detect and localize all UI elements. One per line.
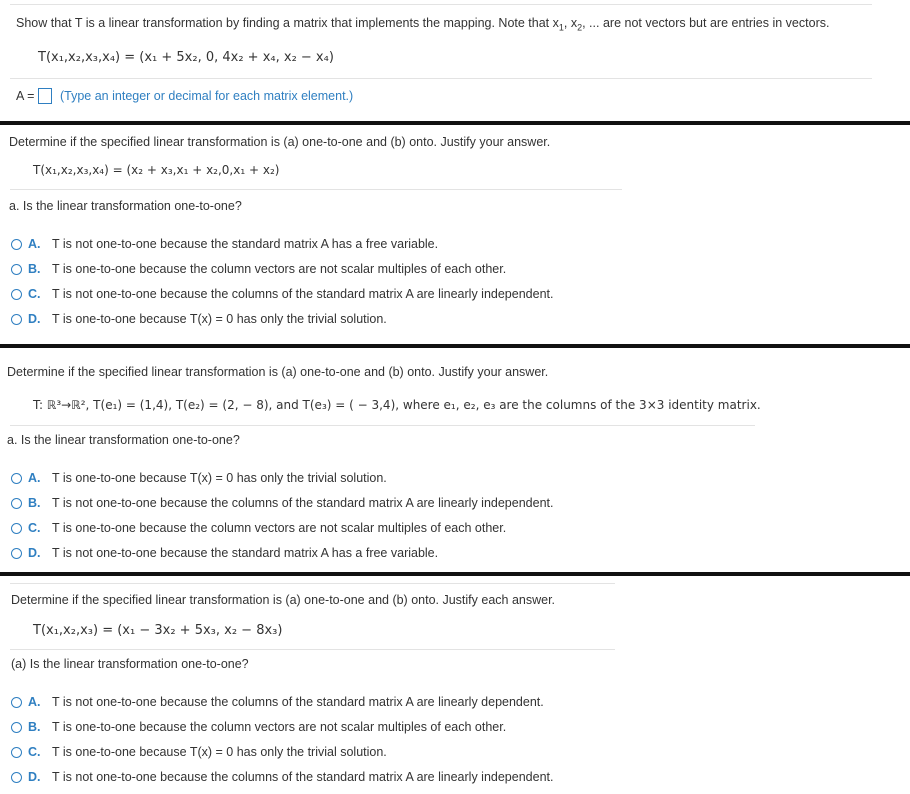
option-text: T is not one-to-one because the standard matrix A has a free variable. bbox=[52, 237, 439, 251]
option-letter: D. bbox=[28, 546, 41, 560]
option-letter: B. bbox=[28, 496, 41, 510]
q3-prompt: Determine if the specified linear transformation is (a) one-to-one and (b) onto. Justify your answer. bbox=[7, 365, 549, 379]
q2-option-d[interactable] bbox=[11, 311, 387, 327]
option-letter: A. bbox=[28, 471, 41, 485]
q3-option-d[interactable] bbox=[11, 545, 438, 561]
radio-icon[interactable] bbox=[11, 264, 22, 275]
q2-prompt: Determine if the specified linear transformation is (a) one-to-one and (b) onto. Justify your answer. bbox=[9, 135, 551, 149]
option-letter: B. bbox=[28, 262, 41, 276]
q1-prompt: Show that T is a linear transformation by finding a matrix that implements the mapping. Note that $x_1$, $x_2$, ... are not vectors but are entries in vectors. bbox=[16, 16, 830, 33]
q4-part-a: (a) Is the linear transformation one-to-one? bbox=[11, 657, 249, 671]
option-text: T is one-to-one because the column vectors are not scalar multiples of each other. bbox=[52, 521, 507, 535]
option-letter: D. bbox=[28, 770, 41, 784]
option-text: T is one-to-one because the column vectors are not scalar multiples of each other. bbox=[52, 720, 507, 734]
q1-answer-hint: (Type an integer or decimal for each matrix element.) bbox=[60, 89, 354, 103]
q3-option-c[interactable] bbox=[11, 520, 506, 536]
option-text: T is one-to-one because T(x) = 0 has only the trivial solution. bbox=[52, 745, 387, 759]
q2-option-c[interactable] bbox=[11, 286, 553, 302]
q2-option-b[interactable] bbox=[11, 261, 506, 277]
option-letter: C. bbox=[28, 521, 41, 535]
radio-icon[interactable] bbox=[11, 523, 22, 534]
option-text: T is not one-to-one because the columns of the standard matrix A are linearly independent. bbox=[52, 770, 554, 784]
radio-icon[interactable] bbox=[11, 772, 22, 783]
option-letter: B. bbox=[28, 720, 41, 734]
q3-part-a: a. Is the linear transformation one-to-one? bbox=[7, 433, 240, 447]
radio-icon[interactable] bbox=[11, 498, 22, 509]
option-letter: A. bbox=[28, 237, 41, 251]
option-text: T is not one-to-one because the columns of the standard matrix A are linearly dependent. bbox=[52, 695, 544, 709]
q3-mapping: T: ℝ³→ℝ², T(e₁) = (1,4), T(e₂) = (2, − 8), and T(e₃) = ( − 3,4), where e₁, e₂, e₃ are the columns of the 3×3 identity matrix. bbox=[33, 398, 761, 412]
option-text: T is not one-to-one because the columns of the standard matrix A are linearly independent. bbox=[52, 287, 554, 301]
q4-option-a[interactable] bbox=[11, 694, 544, 710]
q1-mapping: T(x₁,x₂,x₃,x₄) = (x₁ + 5x₂, 0, 4x₂ + x₄, x₂ − x₄) bbox=[38, 50, 334, 65]
q3-divider bbox=[10, 425, 755, 426]
q1-prompt-tail: are not vectors but are entries in vectors. bbox=[602, 16, 830, 30]
radio-icon[interactable] bbox=[11, 548, 22, 559]
q1-divider bbox=[10, 78, 872, 79]
section-separator-2 bbox=[0, 344, 910, 348]
q4-option-d[interactable] bbox=[11, 769, 553, 785]
q2-divider bbox=[10, 189, 622, 190]
radio-icon[interactable] bbox=[11, 314, 22, 325]
option-text: T is one-to-one because T(x) = 0 has only the trivial solution. bbox=[52, 312, 387, 326]
q4-option-c[interactable] bbox=[11, 744, 387, 760]
option-text: T is one-to-one because the column vectors are not scalar multiples of each other. bbox=[52, 262, 507, 276]
section-separator-3 bbox=[0, 572, 910, 576]
q2-part-a: a. Is the linear transformation one-to-one? bbox=[9, 199, 242, 213]
q3-option-b[interactable] bbox=[11, 495, 553, 511]
q4-mapping: T(x₁,x₂,x₃) = (x₁ − 3x₂ + 5x₃, x₂ − 8x₃) bbox=[33, 623, 283, 638]
top-divider bbox=[10, 4, 872, 5]
radio-icon[interactable] bbox=[11, 473, 22, 484]
radio-icon[interactable] bbox=[11, 289, 22, 300]
option-letter: C. bbox=[28, 745, 41, 759]
radio-icon[interactable] bbox=[11, 747, 22, 758]
radio-icon[interactable] bbox=[11, 697, 22, 708]
option-text: T is not one-to-one because the columns of the standard matrix A are linearly independent. bbox=[52, 496, 554, 510]
q2-option-a[interactable] bbox=[11, 236, 438, 252]
option-letter: C. bbox=[28, 287, 41, 301]
q2-mapping: T(x₁,x₂,x₃,x₄) = (x₂ + x₃,x₁ + x₂,0,x₁ + x₂) bbox=[33, 163, 280, 177]
radio-icon[interactable] bbox=[11, 722, 22, 733]
q3-option-a[interactable] bbox=[11, 470, 387, 486]
section-separator-1 bbox=[0, 121, 910, 125]
q4-option-b[interactable] bbox=[11, 719, 506, 735]
q1-answer-label: A = bbox=[16, 89, 35, 103]
q4-prompt: Determine if the specified linear transformation is (a) one-to-one and (b) onto. Justify each answer. bbox=[11, 593, 556, 607]
radio-icon[interactable] bbox=[11, 239, 22, 250]
q4-top-divider bbox=[10, 583, 615, 584]
option-text: T is one-to-one because T(x) = 0 has only the trivial solution. bbox=[52, 471, 387, 485]
option-text: T is not one-to-one because the standard matrix A has a free variable. bbox=[52, 546, 439, 560]
option-letter: A. bbox=[28, 695, 41, 709]
option-letter: D. bbox=[28, 312, 41, 326]
q4-divider bbox=[10, 649, 615, 650]
q1-prompt-text: Show that T is a linear transformation by finding a matrix that implements the mapping. Note that x bbox=[16, 16, 559, 30]
matrix-answer-input[interactable] bbox=[38, 88, 52, 104]
